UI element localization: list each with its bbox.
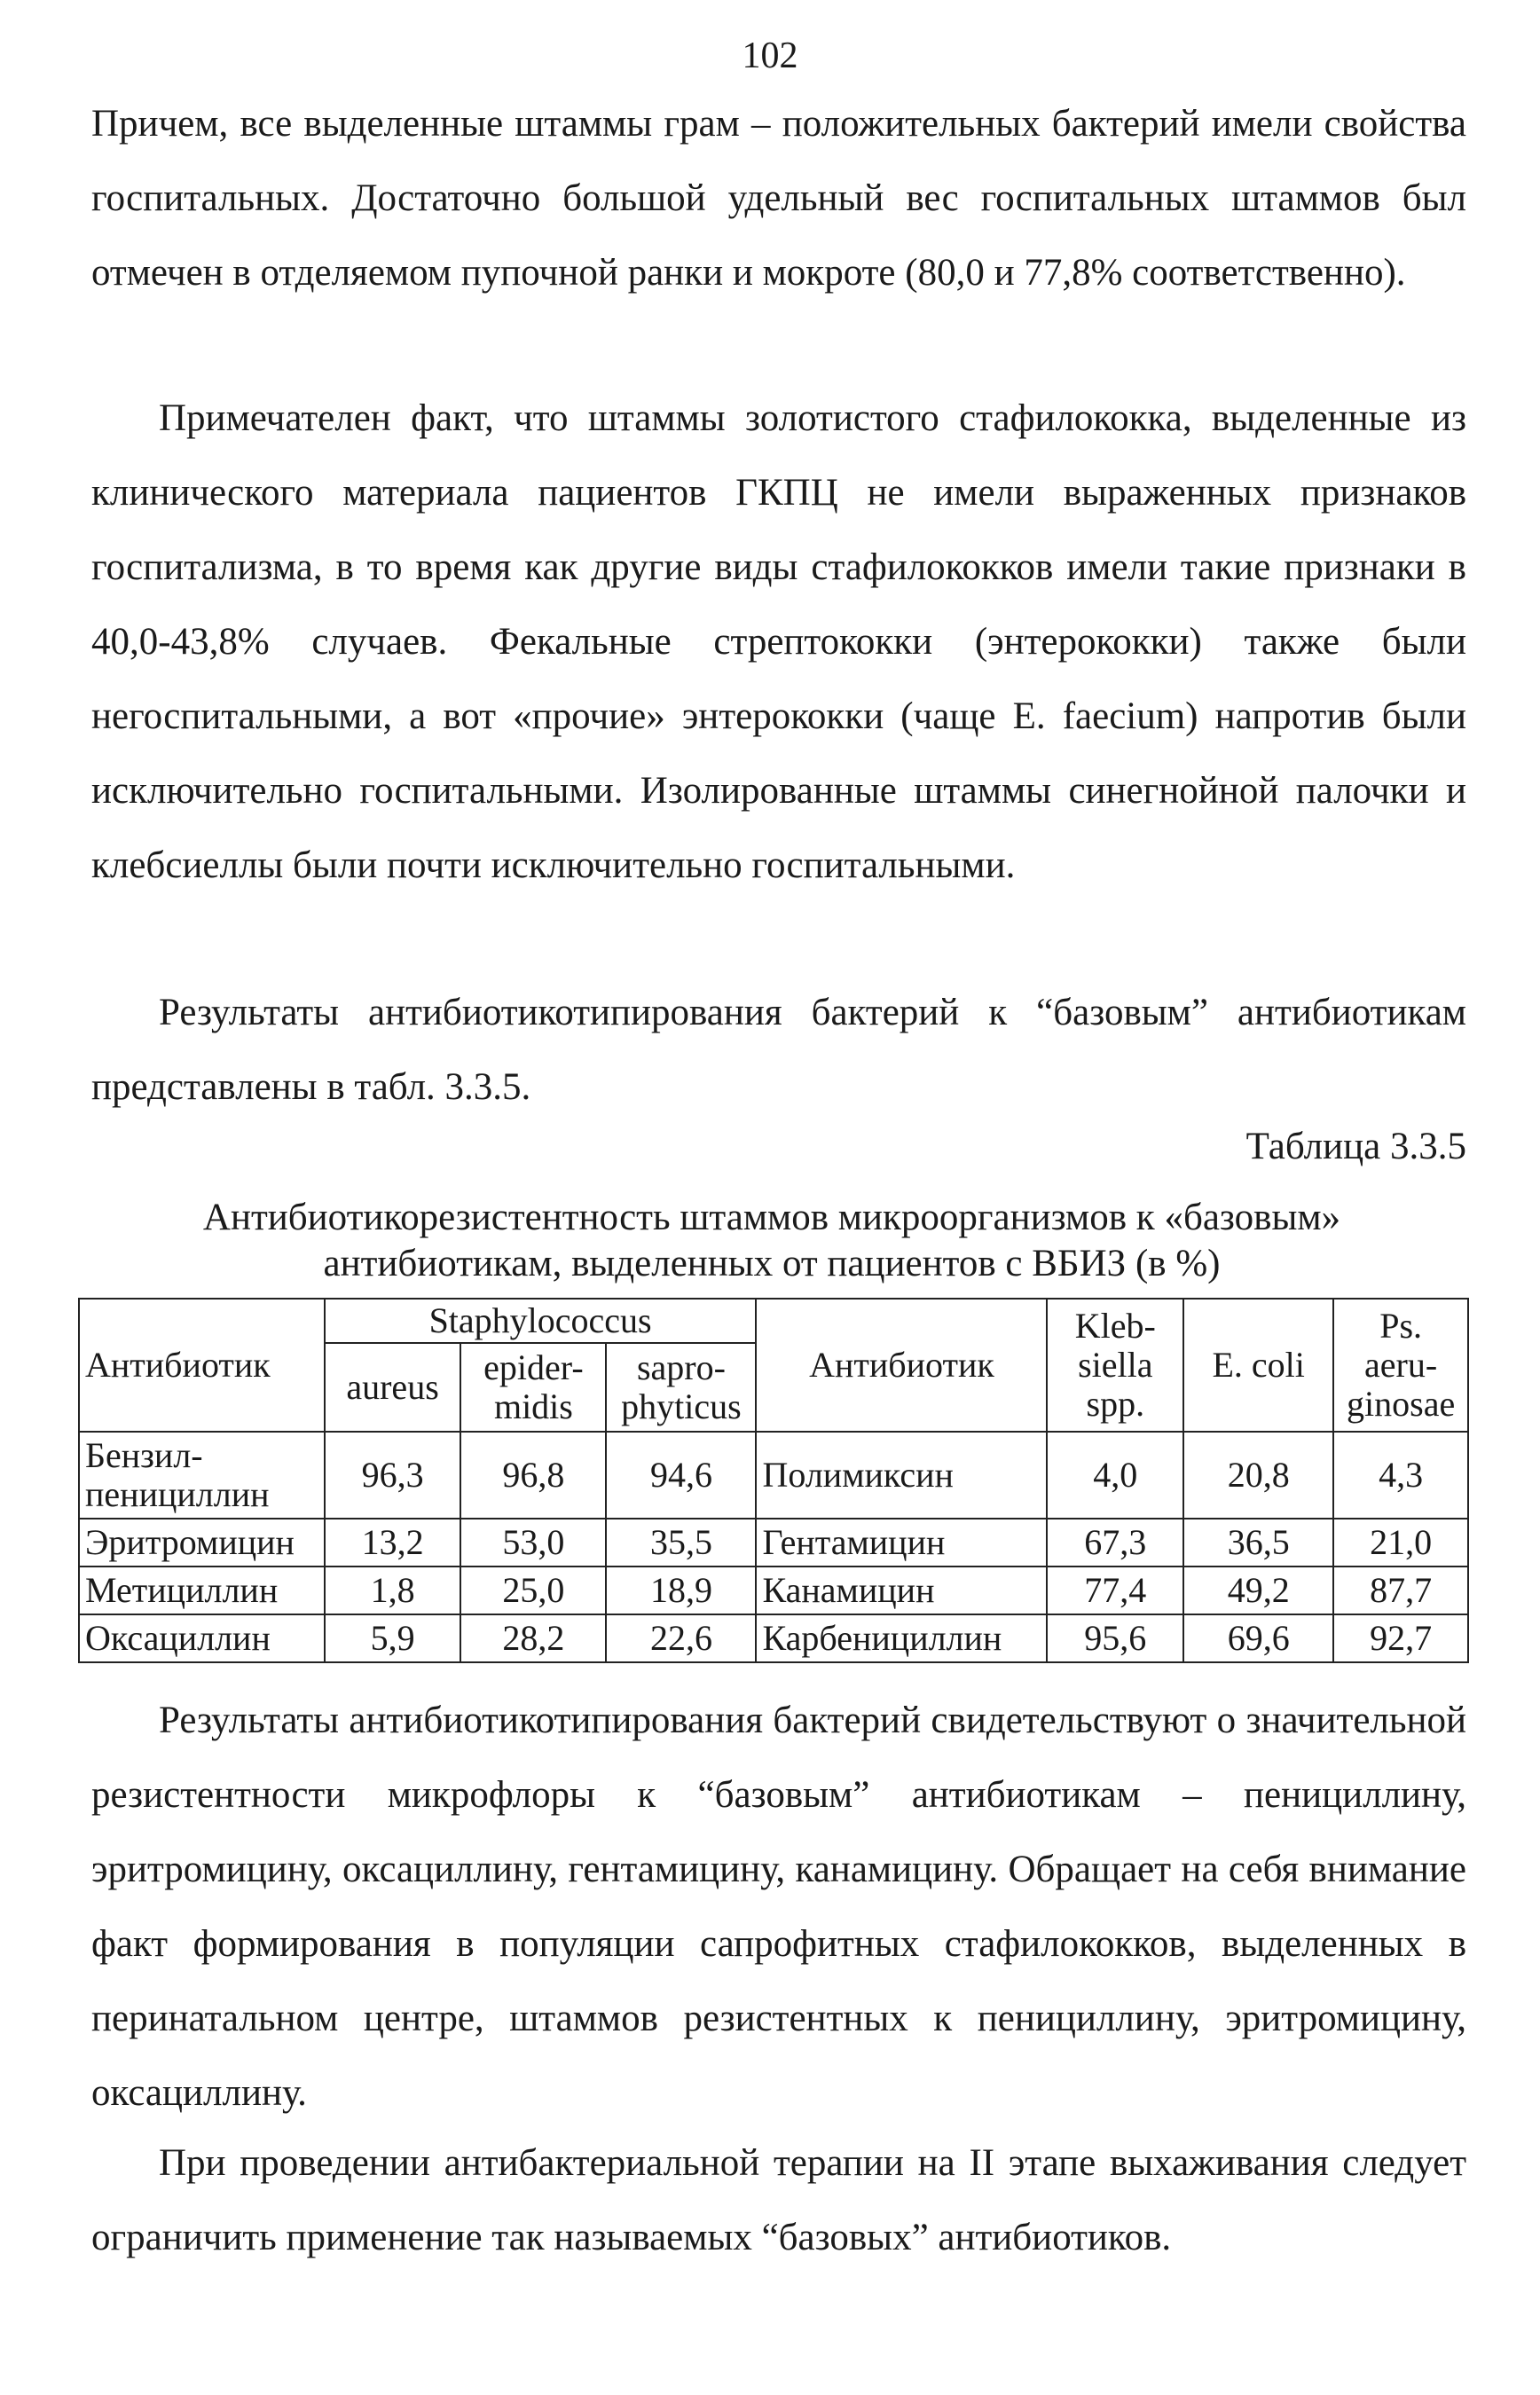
- cell-saprophyticus: 22,6: [606, 1614, 756, 1662]
- paragraph-4-text: Результаты антибиотикотипирования бактерий свидетельствуют о значительной резистентности микрофлоры к “базовым” антибиотикам – пенициллину, эритромицину, оксациллину, гентамицину, канамицину. Обращает на себя внимание факт формирования в популяции сапрофитных стафилококков, выделенных в перинатальном центре, штаммов резистентных к пенициллину, эритромицину, оксациллину.: [91, 1700, 1466, 2114]
- cell-pseudomonas: 87,7: [1333, 1567, 1468, 1614]
- table-row: [79, 1567, 1468, 1614]
- cell-aureus: 13,2: [325, 1519, 461, 1567]
- cell-epidermidis: 28,2: [460, 1614, 606, 1662]
- paragraph-5-text: При проведении антибактериальной терапии на II этапе выхаживания следует ограничить применение так называемых “базовых” антибиотиков.: [91, 2142, 1466, 2258]
- cell-ecoli: 49,2: [1183, 1567, 1333, 1614]
- header-saprophyticus: sapro-phyticus: [606, 1343, 756, 1432]
- table-title-line-2: антибиотикам, выделенных от пациентов с ВБИЗ (в %): [323, 1243, 1221, 1284]
- row-antibiotic-2: Гентамицин: [756, 1519, 1047, 1567]
- cell-epidermidis: 53,0: [460, 1519, 606, 1567]
- paragraph-4: [91, 1684, 1466, 2131]
- cell-saprophyticus: 18,9: [606, 1567, 756, 1614]
- header-aureus: aureus: [325, 1343, 461, 1432]
- row-antibiotic-2: Карбенициллин: [756, 1614, 1047, 1662]
- row-antibiotic: Эритромицин: [79, 1519, 325, 1567]
- table-label: Таблица 3.3.5: [1245, 1126, 1466, 1167]
- header-epidermidis: epider-midis: [460, 1343, 606, 1432]
- table-row: [79, 1519, 1468, 1567]
- row-antibiotic: Бензил-пенициллин: [79, 1432, 325, 1519]
- cell-saprophyticus: 35,5: [606, 1519, 756, 1567]
- cell-klebsiella: 67,3: [1047, 1519, 1183, 1567]
- cell-klebsiella: 4,0: [1047, 1432, 1183, 1519]
- cell-pseudomonas: 21,0: [1333, 1519, 1468, 1567]
- page-number: 102: [742, 35, 798, 76]
- header-antibiotic-2: Антибиотик: [756, 1299, 1047, 1432]
- cell-saprophyticus: 94,6: [606, 1432, 756, 1519]
- cell-klebsiella: 77,4: [1047, 1567, 1183, 1614]
- header-ecoli: E. coli: [1183, 1299, 1333, 1432]
- header-pseudomonas: Ps. aeru-ginosae: [1333, 1299, 1468, 1432]
- paragraph-2-text: Примечателен факт, что штаммы золотистого стафилококка, выделенные из клинического материала пациентов ГКПЦ не имели выраженных признаков госпитализма, в то время как другие виды стафилококков имели такие признаки в 40,0-43,8% случаев. Фекальные стрептококки (энтерококки) также были негоспитальными, а вот «прочие» энтерококки (чаще Е. faecium) напротив были исключительно госпитальными. Изолированные штаммы синегнойной палочки и клебсиеллы были почти исключительно госпитальными.: [91, 397, 1466, 886]
- cell-ecoli: 69,6: [1183, 1614, 1333, 1662]
- cell-pseudomonas: 92,7: [1333, 1614, 1468, 1662]
- table-title-line-1: Антибиотикорезистентность штаммов микроорганизмов к «базовым»: [202, 1197, 1341, 1238]
- antibiotic-resistance-table: [78, 1298, 1469, 1663]
- cell-aureus: 5,9: [325, 1614, 461, 1662]
- table-title: [80, 1195, 1464, 1287]
- paragraph-3: [91, 976, 1466, 1125]
- table-row: [79, 1614, 1468, 1662]
- cell-aureus: 96,3: [325, 1432, 461, 1519]
- cell-ecoli: 36,5: [1183, 1519, 1333, 1567]
- cell-ecoli: 20,8: [1183, 1432, 1333, 1519]
- cell-aureus: 1,8: [325, 1567, 461, 1614]
- cell-pseudomonas: 4,3: [1333, 1432, 1468, 1519]
- paragraph-2: [91, 381, 1466, 903]
- row-antibiotic-2: Канамицин: [756, 1567, 1047, 1614]
- cell-epidermidis: 96,8: [460, 1432, 606, 1519]
- row-antibiotic: Метициллин: [79, 1567, 325, 1614]
- paragraph-1: [91, 87, 1466, 310]
- paragraph-3-text: Результаты антибиотикотипирования бактерий к “базовым” антибиотикам представлены в табл. 3.3.5.: [91, 992, 1466, 1108]
- header-antibiotic: Антибиотик: [79, 1299, 325, 1432]
- paragraph-5: [91, 2126, 1466, 2275]
- paragraph-1-text: Причем, все выделенные штаммы грам – положительных бактерий имели свойства госпитальных. Достаточно большой удельный вес госпитальных штаммов был отмечен в отделяемом пупочной ранки и мокроте (80,0 и 77,8% соответственно).: [91, 103, 1466, 294]
- header-klebsiella: Kleb-siella spp.: [1047, 1299, 1183, 1432]
- row-antibiotic-2: Полимиксин: [756, 1432, 1047, 1519]
- cell-klebsiella: 95,6: [1047, 1614, 1183, 1662]
- table-row: [79, 1432, 1468, 1519]
- cell-epidermidis: 25,0: [460, 1567, 606, 1614]
- row-antibiotic: Оксациллин: [79, 1614, 325, 1662]
- header-staphylococcus: Staphylococcus: [325, 1299, 757, 1343]
